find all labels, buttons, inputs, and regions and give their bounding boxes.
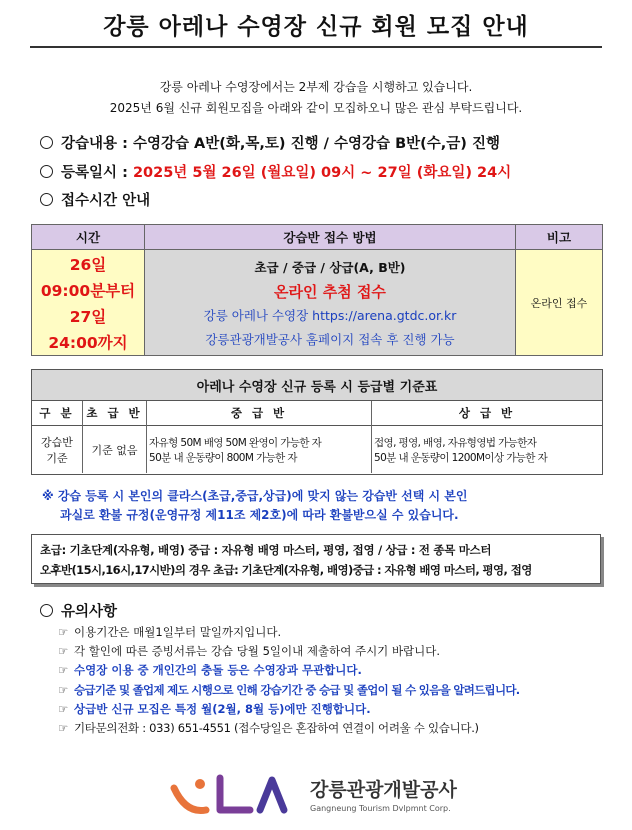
- online-lottery-text: 온라인 추첨 접수: [274, 283, 386, 301]
- caution-item: [58, 624, 281, 640]
- levels-text: 초급 / 중급 / 상급(A, B반): [254, 260, 406, 275]
- caution-text: 각 할인에 따른 증빙서류는 강습 당월 5일이내 제출하여 주시기 바랍니다.: [74, 644, 441, 658]
- time-line: 26일: [69, 256, 107, 274]
- pointing-hand-icon: ☞: [58, 625, 69, 639]
- criteria-line: 자유형 50M 배영 50M 완영이 가능한 자: [149, 436, 322, 449]
- caution-item: [58, 662, 362, 678]
- caution-item: [58, 682, 519, 698]
- course-value: 수영강습 A반(화,목,토) 진행 / 수영강습 B반(수,금) 진행: [132, 136, 500, 152]
- intermediate-criteria: [147, 426, 371, 473]
- circle-bullet-icon: [40, 193, 53, 206]
- caution-text: 승급기준 및 졸업제 제도 시행으로 인해 강습기간 중 승급 및 졸업이 될 수 있음을 알려드립니다.: [74, 683, 520, 697]
- refund-warning-line-1: ※ 강습 등록 시 본인의 클라스(초급,중급,상급)에 맞지 않는 강습반 선택 시 본인: [42, 489, 468, 503]
- row-label-line: 강습반: [41, 435, 73, 449]
- company-logo: [170, 770, 490, 822]
- pointing-hand-icon: ☞: [58, 721, 69, 735]
- time-line: 09:00분부터: [40, 282, 136, 300]
- beginner-criteria: 기준 없음: [91, 443, 138, 457]
- header-time: 시간: [32, 225, 144, 250]
- pointing-hand-icon: ☞: [58, 683, 69, 697]
- table-divider: [82, 401, 83, 473]
- table-divider: [371, 401, 372, 473]
- pointing-hand-icon: ☞: [58, 644, 69, 658]
- header-method: 강습반 접수 방법: [145, 225, 515, 250]
- criteria-line: 50분 내 운동량이 1200M이상 가능한 자: [374, 451, 548, 464]
- header-intermediate: 중 급 반: [230, 406, 288, 420]
- header-advanced: 상 급 반: [458, 406, 516, 420]
- time-cell: [32, 250, 144, 355]
- caution-text: 수영장 이용 중 개인간의 충돌 등은 수영장과 무관합니다.: [74, 663, 362, 677]
- caution-title-text: 유의사항: [61, 604, 118, 620]
- page-title: 강릉 아레나 수영장 신규 회원 모집 안내: [103, 14, 529, 40]
- level-notice-line: 초급: 기초단계(자유형, 배영) 중급 : 자유형 배영 마스터, 평영, 접영 / 상급 : 전 종목 마스터: [40, 543, 492, 557]
- header-category: 구 분: [39, 406, 75, 420]
- course-info: [40, 132, 500, 153]
- refund-warning-line-2: 과실로 환불 규정(운영규정 제11조 제2호)에 따라 환불받으실 수 있습니다.: [60, 508, 459, 522]
- intro-line-1: 강릉 아레나 수영장에서는 2부제 강습을 시행하고 있습니다.: [159, 80, 473, 94]
- level-notice-box: [31, 534, 601, 584]
- criteria-line: 50분 내 운동량이 800M 가능한 자: [149, 451, 297, 464]
- pointing-hand-icon: ☞: [58, 702, 69, 716]
- logo-mark: [220, 778, 250, 810]
- homepage-text: 강릉관광개발공사 홈페이지 접속 후 진행 가능: [205, 332, 455, 347]
- level-table-header-row: [32, 401, 602, 426]
- circle-bullet-icon: [40, 165, 53, 178]
- logo-mark: [260, 780, 284, 810]
- caution-title: [40, 600, 117, 621]
- time-line: 24:00까지: [48, 334, 128, 352]
- course-label: 강습내용 :: [61, 136, 133, 152]
- circle-bullet-icon: [40, 604, 53, 617]
- caution-text: 기타문의전화 : 033) 651-4551 (접수당일은 혼잡하여 연결이 어려울 수 있습니다.): [74, 721, 479, 735]
- circle-bullet-icon: [40, 136, 53, 149]
- logo-name-en: Gangneung Tourism Dvlpmnt Corp.: [310, 804, 451, 813]
- level-table: [31, 369, 603, 475]
- criteria-line: 접영, 평영, 배영, 자유형영법 가능한자: [374, 436, 537, 449]
- level-table-row: [32, 426, 602, 473]
- schedule-table: [31, 224, 603, 356]
- table-divider: [146, 401, 147, 473]
- logo-mark: [195, 779, 205, 789]
- row-label: [32, 426, 82, 473]
- caution-item: [58, 701, 371, 717]
- pointing-hand-icon: ☞: [58, 663, 69, 677]
- level-table-caption: 아레나 수영장 신규 등록 시 등급별 기준표: [32, 370, 602, 401]
- site-link[interactable]: 강릉 아레나 수영장 https://arena.gtdc.or.kr: [203, 308, 457, 323]
- caution-item: [58, 643, 440, 659]
- register-label: 등록일시 :: [61, 165, 133, 181]
- intro-line-2: 2025년 6월 신규 회원모집을 아래와 같이 모집하오니 많은 관심 부탁드립니다.: [109, 101, 523, 115]
- row-label-line: 기준: [46, 451, 68, 465]
- note-cell: 온라인 접수: [516, 250, 602, 355]
- register-value: 2025년 5월 26일 (월요일) 09시 ~ 27일 (화요일) 24시: [132, 165, 512, 181]
- time-line: 27일: [69, 308, 107, 326]
- caution-item: [58, 720, 479, 736]
- logo-name-ko: 강릉관광개발공사: [310, 779, 457, 801]
- advanced-criteria: [372, 426, 602, 473]
- logo-mark: [174, 788, 206, 811]
- caution-text: 이용기간은 매월1일부터 말일까지입니다.: [74, 625, 282, 639]
- title-divider: [30, 46, 602, 48]
- level-notice-line: 오후반(15시,16시,17시반)의 경우 초급: 기초단계(자유형, 배영)중급 : 자유형 배영 마스터, 평영, 접영: [40, 563, 532, 577]
- method-cell: [145, 250, 515, 355]
- caution-text: 상급반 신규 모집은 특정 월(2월, 8월 등)에만 진행합니다.: [74, 702, 371, 716]
- reception-info: [40, 189, 150, 210]
- reception-label: 접수시간 안내: [61, 193, 151, 209]
- header-note: 비고: [516, 225, 602, 250]
- header-beginner: 초 급 반: [86, 406, 143, 420]
- register-info: [40, 161, 511, 182]
